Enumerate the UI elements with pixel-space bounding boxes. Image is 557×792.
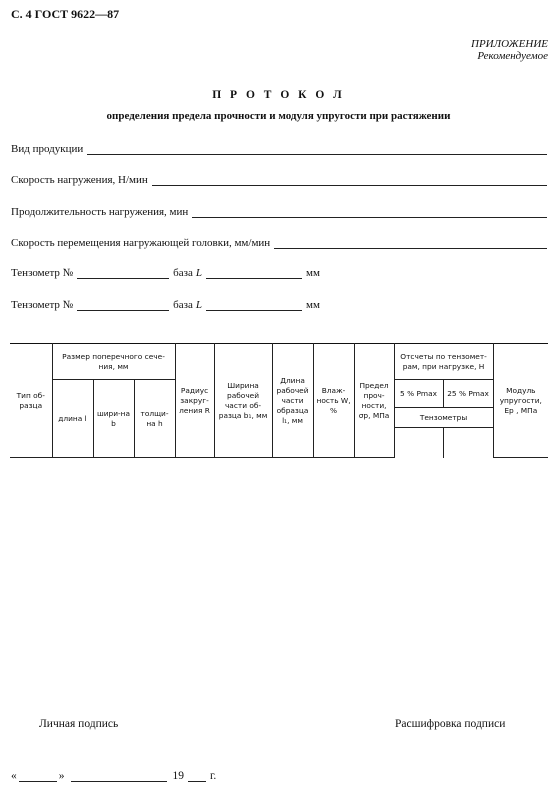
col-tensometers: Тензометры (394, 408, 493, 428)
fill-line[interactable] (274, 238, 547, 249)
base-variable: L (195, 267, 203, 279)
col-strength: Предел проч-ности, σр, МПа (354, 344, 394, 458)
tensometer-label: Тензометр № (11, 299, 74, 311)
date-quote-close: » (58, 770, 65, 782)
col-sample-type: Тип об-разца (10, 344, 52, 458)
field-loading-duration[interactable] (11, 204, 547, 218)
tensometer-row-1 (11, 265, 320, 279)
readings-cell[interactable] (443, 428, 493, 458)
col-5pct-pmax: 5 % Pmax (394, 380, 443, 408)
tensometer-number-line[interactable] (77, 300, 169, 311)
col-cross-section: Размер поперечного сече-ния, мм (52, 344, 175, 380)
col-work-width: Ширина рабочей части об-разца b₁, мм (214, 344, 272, 458)
tensometer-row-2 (11, 297, 320, 311)
year-suffix: г. (210, 770, 217, 782)
col-radius: Радиус закруг-ления R (175, 344, 214, 458)
base-variable: L (195, 299, 203, 311)
field-loading-rate[interactable] (11, 172, 547, 186)
appendix-note (471, 38, 548, 62)
field-product-type[interactable] (11, 141, 547, 155)
signature-decoding-label: Расшифровка подписи (395, 718, 506, 730)
unit-label: мм (306, 267, 320, 279)
field-label: Вид продукции (11, 143, 84, 155)
col-length: длина l (52, 380, 93, 458)
month-line[interactable] (71, 771, 167, 782)
document-title: П Р О Т О К О Л (212, 89, 345, 101)
year-line[interactable] (188, 771, 206, 782)
col-work-length: Длина рабочей части образца l₁, мм (272, 344, 313, 458)
readings-cell[interactable] (394, 428, 443, 458)
col-moisture: Влаж-ность W, % (313, 344, 354, 458)
base-label: база (173, 267, 193, 279)
fill-line[interactable] (192, 207, 547, 218)
field-label: Скорость нагружения, Н/мин (11, 174, 148, 186)
day-line[interactable] (19, 771, 57, 782)
tensometer-label: Тензометр № (11, 267, 74, 279)
document-subtitle: определения предела прочности и модуля упругости при растяжении (106, 110, 451, 122)
field-label: Продолжительность нагружения, мин (11, 206, 189, 218)
page-header: С. 4 ГОСТ 9622—87 (11, 7, 120, 21)
field-label: Скорость перемещения нагружающей головки, мм/мин (11, 237, 271, 249)
date-line (11, 768, 216, 782)
col-readings: Отсчеты по тензомет-рам, при нагрузке, Н (394, 344, 493, 380)
appendix-title: ПРИЛОЖЕНИЕ (471, 38, 548, 50)
col-modulus: Модуль упругости, Eр , МПа (493, 344, 548, 458)
signature-label: Личная подпись (39, 718, 119, 730)
year-prefix: 19 (172, 770, 184, 782)
fill-line[interactable] (152, 175, 547, 186)
date-quote-open: « (11, 770, 17, 782)
fill-line[interactable] (87, 144, 547, 155)
unit-label: мм (306, 299, 320, 311)
base-value-line[interactable] (206, 300, 302, 311)
base-value-line[interactable] (206, 268, 302, 279)
tensometer-number-line[interactable] (77, 268, 169, 279)
protocol-table (10, 343, 548, 458)
appendix-subtitle: Рекомендуемое (477, 50, 548, 62)
col-25pct-pmax: 25 % Pmax (443, 380, 493, 408)
col-width: шири-на b (93, 380, 134, 458)
field-head-speed[interactable] (11, 235, 547, 249)
col-thickness: толщи-на h (134, 380, 175, 458)
base-label: база (173, 299, 193, 311)
